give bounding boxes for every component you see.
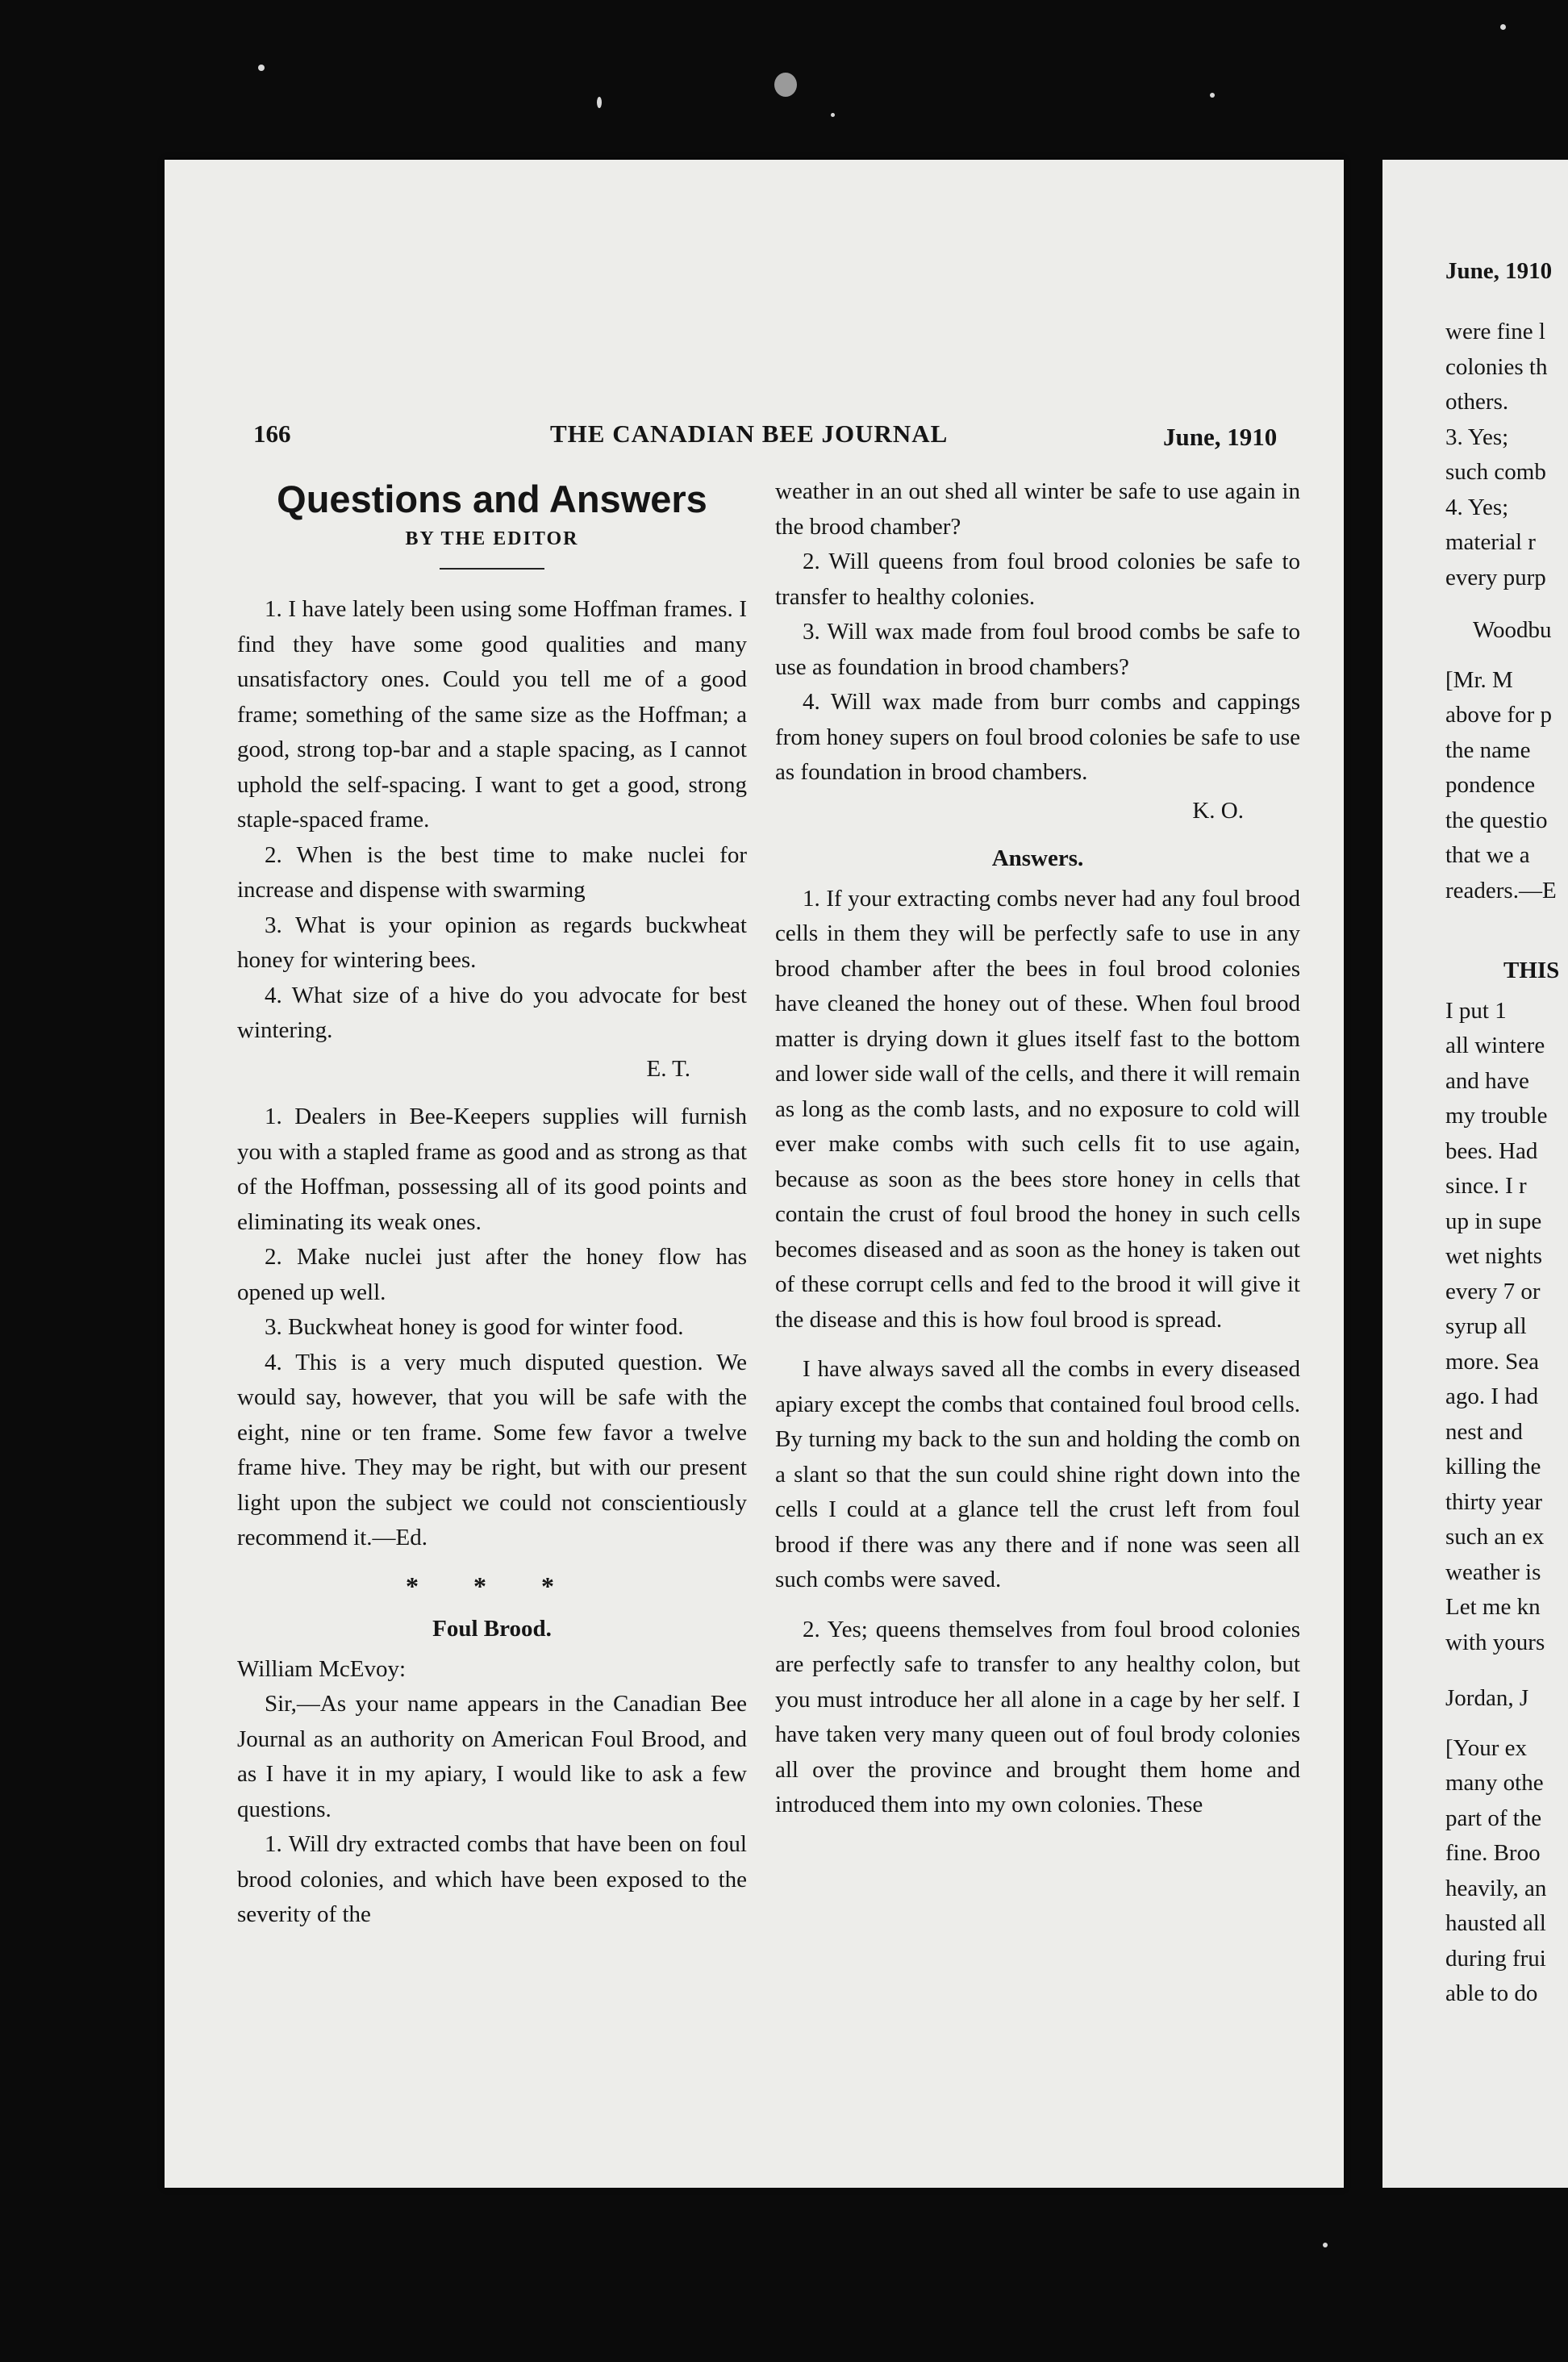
facing-text-line: 4. Yes; xyxy=(1445,494,1509,520)
letter-question: 3. Will wax made from foul brood combs be safe to use as foundation in brood chambers? xyxy=(775,619,1300,680)
facing-text-line: fine. Broo xyxy=(1445,1840,1541,1866)
facing-text-line: such an ex xyxy=(1445,1524,1545,1550)
facing-text-line: others. xyxy=(1445,389,1509,415)
facing-text-line: since. I r xyxy=(1445,1173,1527,1199)
facing-text-line: [Your ex xyxy=(1445,1734,1527,1761)
question-paragraph: 4. What size of a hive do you advocate for best wintering. xyxy=(237,982,747,1043)
title-rule xyxy=(440,568,544,570)
middle-column xyxy=(775,474,1300,1823)
facing-text-line: killing the xyxy=(1445,1454,1541,1479)
signature: E. T. xyxy=(646,1055,690,1082)
answer-paragraph: 1. Dealers in Bee-Keepers supplies will furnish you with a stapled frame as good and as strong as that of the Hoffman, possessing all of its good points and eliminating its weak ones. xyxy=(237,1104,747,1235)
dust-speck xyxy=(1323,2243,1328,2247)
facing-text-line: during frui xyxy=(1445,1945,1546,1972)
facing-text-block xyxy=(1445,994,1568,1661)
facing-text-line: bees. Had xyxy=(1445,1137,1538,1164)
salutation: William McEvoy: xyxy=(237,1655,407,1682)
facing-text-line: above for p xyxy=(1445,702,1553,728)
facing-text-line: nest and xyxy=(1445,1418,1523,1445)
facing-text-line: ago. I had xyxy=(1445,1383,1539,1409)
answer-paragraph: 2. Make nuclei just after the honey flow has opened up well. xyxy=(237,1244,747,1305)
facing-text-line: the name xyxy=(1445,737,1531,763)
letter-paragraph: Sir,—As your name appears in the Canadian Bee Journal as an authority on American Foul Brood, and as I have it in my apiary, I would like to ask a few questions. xyxy=(237,1691,747,1822)
issue-date: June, 1910 xyxy=(1163,423,1278,451)
letter-question: 2. Will queens from foul brood colonies be safe to transfer to healthy colonies. xyxy=(775,549,1300,610)
dust-speck xyxy=(258,65,265,71)
facing-text-line: material r xyxy=(1445,529,1536,555)
answer-paragraph: I have always saved all the combs in every diseased apiary except the combs that contained foul brood cells. By turning my back to the sun and holding the comb on a slant so that the sun could shine right down into the cells I could at a glance tell the crust left from foul brood if there was any there and if none was seen all such combs were saved. xyxy=(775,1356,1300,1592)
journal-title: THE CANADIAN BEE JOURNAL xyxy=(550,419,949,448)
answer-paragraph: 3. Buckwheat honey is good for winter food. xyxy=(265,1314,684,1340)
answers-heading: Answers. xyxy=(991,845,1084,871)
facing-text-line: many othe xyxy=(1445,1770,1544,1796)
signature: K. O. xyxy=(1192,797,1244,824)
dust-speck xyxy=(774,73,797,97)
facing-text-line: syrup all xyxy=(1445,1313,1527,1339)
answer-paragraph: 1. If your extracting combs never had any foul brood cells in them they will be perfectly safe to use in any brood chamber after the bees in foul brood colonies have cleaned the honey out of these. When foul brood matter is drying down it glues itself fast to the bottom and lower side wall of the cells, and there it will remain as long as the comb lasts, and no exposure to cold will ever make combs with such cells fit to use again, because as soon as the bees store honey in cells that contain the crust of foul brood the honey in such cells becomes diseased and as soon as the honey is taken out of these corrupt cells and fed to the brood it will give it the disease and this is how foul brood is spread. xyxy=(775,885,1300,1333)
facing-text-line: up in supe xyxy=(1445,1208,1542,1234)
facing-text-line: hausted all xyxy=(1445,1910,1546,1936)
section-title: Foul Brood. xyxy=(432,1616,552,1642)
facing-page-header: June, 1910 xyxy=(1445,258,1553,284)
facing-text-line: [Mr. M xyxy=(1445,666,1513,693)
journal-page xyxy=(165,160,1344,2188)
letter-question-continued: weather in an out shed all winter be safe to use again in the brood chamber? xyxy=(775,478,1300,540)
facing-text-line: every 7 or xyxy=(1445,1278,1541,1304)
facing-text-line: able to do xyxy=(1445,1980,1538,2006)
article-title: Questions and Answers xyxy=(277,478,707,520)
facing-text-line: I put 1 xyxy=(1445,997,1507,1024)
question-paragraph: 3. What is your opinion as regards buckwheat honey for wintering bees. xyxy=(237,912,747,973)
facing-text-line: heavily, an xyxy=(1445,1875,1547,1901)
facing-text-block xyxy=(1445,1731,1568,2012)
dust-speck xyxy=(597,97,602,108)
section-separator: * * * xyxy=(406,1571,578,1600)
facing-text-line: and have xyxy=(1445,1067,1529,1094)
facing-text-line: Woodbu xyxy=(1473,617,1552,643)
facing-text-line: the questio xyxy=(1445,807,1548,833)
page-header xyxy=(165,416,1344,457)
facing-text-block xyxy=(1445,663,1568,909)
dust-speck xyxy=(1500,24,1506,30)
facing-text-line: such comb xyxy=(1445,459,1546,485)
facing-text-line: weather is xyxy=(1445,1559,1541,1585)
facing-heading: THIS xyxy=(1503,958,1560,983)
left-column xyxy=(237,474,747,1933)
article-byline: BY THE EDITOR xyxy=(405,528,579,549)
facing-text-line: Let me kn xyxy=(1445,1594,1541,1620)
question-paragraph: 2. When is the best time to make nuclei for increase and dispense with swarming xyxy=(237,841,747,903)
dust-speck xyxy=(1210,93,1215,98)
letter-question: 1. Will dry extracted combs that have been on foul brood colonies, and which have been exposed to the severity of the xyxy=(237,1831,747,1927)
facing-page-text xyxy=(1445,315,1568,2012)
facing-text-line: with yours xyxy=(1445,1629,1545,1655)
letter-question: 4. Will wax made from burr combs and cappings from honey supers on foul brood colonies be safe to use as foundation in brood chambers. xyxy=(775,689,1300,785)
facing-text-line: 3. Yes; xyxy=(1445,424,1509,450)
dust-speck xyxy=(831,113,835,117)
facing-text-line: that we a xyxy=(1445,842,1530,868)
facing-text-line: more. Sea xyxy=(1445,1348,1539,1375)
facing-text-line: my trouble xyxy=(1445,1103,1548,1129)
answer-paragraph: 4. This is a very much disputed question. We would say, however, that you will be safe with the eight, nine or ten frame. Some few favor a twelve frame hive. They may be right, but with our present light upon the subject we could not conscientiously recommend it.—Ed. xyxy=(237,1349,747,1550)
facing-text-line: colonies th xyxy=(1445,353,1548,380)
facing-text-line: Jordan, J xyxy=(1445,1685,1529,1711)
facing-text-line: wet nights xyxy=(1445,1243,1543,1269)
facing-text-block xyxy=(1445,315,1568,595)
facing-page xyxy=(1382,160,1568,2188)
facing-text-line: pondence xyxy=(1445,772,1536,798)
facing-text-line: all wintere xyxy=(1445,1033,1545,1058)
facing-text-line: were fine l xyxy=(1445,319,1545,344)
facing-text-line: every purp xyxy=(1445,564,1546,590)
facing-text-line: readers.—E xyxy=(1445,877,1557,903)
question-paragraph: 1. I have lately been using some Hoffman frames. I find they have some good qualities and many unsatisfactory ones. Could you tell me of a good frame; something of the same size as the Hoffman; a good, strong top-bar and a staple spacing, as I cannot uphold the self-spacing. I want to get a good, strong staple-spaced frame. xyxy=(237,596,747,833)
page-number: 166 xyxy=(253,419,291,448)
facing-text-line: thirty year xyxy=(1445,1488,1542,1515)
answer-paragraph: 2. Yes; queens themselves from foul brood colonies are perfectly safe to transfer to any healthy colon, but you must introduce her all alone in a cage by her self. I have taken very many queen out of foul brody colonies all over the province and brought them home and introduced them into my own colonies. These xyxy=(775,1616,1300,1817)
facing-text-line: part of the xyxy=(1445,1805,1542,1831)
